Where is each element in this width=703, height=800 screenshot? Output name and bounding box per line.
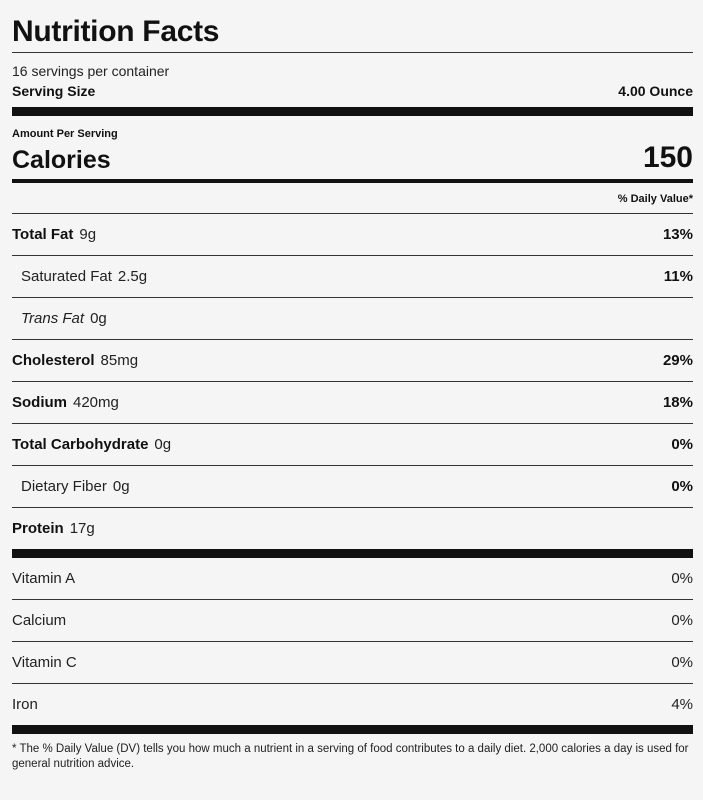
vitamin-row-vitamin-c (12, 642, 693, 684)
amount-per-serving: Amount Per Serving (12, 128, 118, 140)
vitamin-row-calcium (12, 600, 693, 642)
nutrient-row-dietary-fiber (12, 466, 693, 508)
nutrient-row-total-fat (12, 214, 693, 256)
nutrient-amount: 0g (112, 478, 130, 495)
vitamin-pct: 0% (671, 612, 693, 629)
nutrient-amount: 420mg (73, 394, 119, 411)
vitamin-pct: 0% (671, 570, 693, 587)
nutrition-facts-label (12, 0, 693, 772)
nutrient-name: Saturated Fat (21, 268, 112, 285)
thick-divider (12, 549, 693, 558)
daily-value-header: % Daily Value* (12, 183, 693, 214)
nutrient-name: Total Carbohydrate (12, 436, 149, 453)
nutrient-amount: 2.5g (117, 268, 148, 285)
servings-per-container: 16 servings per container (12, 63, 170, 79)
nutrient-amount: 85mg (100, 352, 139, 369)
footnote: * The % Daily Value (DV) tells you how much a nutrient in a serving of food contributes to a daily diet. 2,000 calories a day is used for general nutrition advice. (12, 743, 689, 770)
nutrient-amount: 17g (69, 520, 95, 537)
nutrient-name: Total Fat (12, 226, 74, 243)
nutrient-pct: 13% (662, 226, 693, 243)
vitamin-pct: 0% (671, 654, 693, 671)
nutrient-pct: 18% (662, 394, 693, 411)
nutrient-amount: 0g (154, 436, 172, 453)
nutrient-row-total-carbohydrate (12, 424, 693, 466)
nutrient-row-trans-fat (12, 298, 693, 340)
nutrient-pct: 0% (671, 478, 693, 495)
calories-value: 150 (642, 141, 693, 174)
nutrient-amount: 9g (79, 226, 97, 243)
nutrient-name: Sodium (12, 394, 67, 411)
nutrient-name: Trans Fat (21, 310, 85, 327)
thick-divider (12, 107, 693, 116)
nutrient-amount: 0g (90, 310, 107, 327)
nutrient-pct: 0% (671, 436, 693, 453)
calories-row (12, 141, 693, 179)
vitamin-row-vitamin-a (12, 558, 693, 600)
serving-size-row (12, 83, 693, 107)
nutrient-row-protein (12, 508, 693, 549)
serving-size-label: Serving Size (12, 83, 96, 99)
serving-size-value: 4.00 Ounce (618, 83, 693, 99)
nutrient-name: Cholesterol (12, 352, 95, 369)
vitamin-name: Iron (12, 696, 38, 713)
vitamin-pct: 4% (671, 696, 693, 713)
calories-label: Calories (12, 146, 111, 174)
nutrient-name: Dietary Fiber (21, 478, 107, 495)
nutrient-pct: 29% (662, 352, 693, 369)
nutrient-name: Protein (12, 520, 64, 537)
thick-divider (12, 725, 693, 734)
nutrient-row-sodium (12, 382, 693, 424)
vitamin-name: Calcium (12, 612, 67, 629)
nutrient-row-cholesterol (12, 340, 693, 382)
nutrient-row-saturated-fat (12, 256, 693, 298)
nutrient-pct: 11% (663, 268, 693, 285)
label-title: Nutrition Facts (12, 14, 693, 53)
vitamin-name: Vitamin A (12, 570, 76, 587)
vitamin-row-iron (12, 684, 693, 725)
vitamin-name: Vitamin C (12, 654, 77, 671)
